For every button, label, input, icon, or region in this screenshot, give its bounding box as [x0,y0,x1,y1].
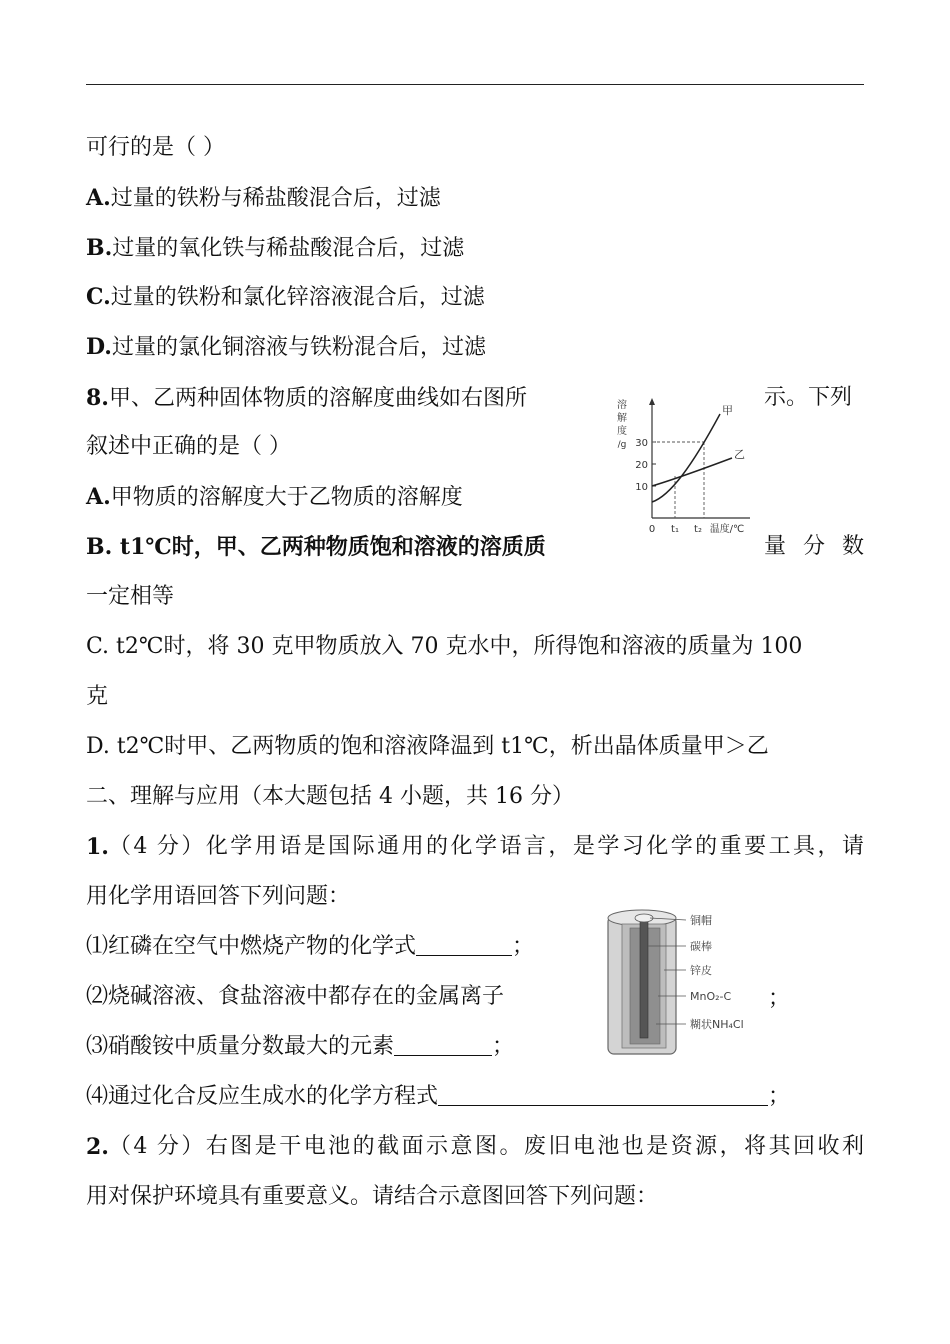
item-end: ； [512,934,535,959]
s2q1-line1 [86,833,864,861]
y-axis-label: 解 [617,413,627,424]
origin-label: 0 [648,524,656,535]
s2q2-stem: （4 分）右图是干电池的截面示意图。废旧电池也是资源，将其回收利 [108,1134,864,1159]
curve-label-yi: 乙 [734,448,745,461]
item-text: 红磷在空气中燃烧产物的化学式 [108,934,417,959]
battery-label: 碳棒 [690,940,712,953]
item-mark: ⑵ [86,984,109,1009]
question-number: 2. [86,1134,109,1160]
battery-label: 铜帽 [690,914,712,927]
s2q1-item2-end: ； [768,986,791,1011]
option-letter: C. [86,284,111,310]
battery-label: 锌皮 [690,964,712,977]
y-tick-label: 20 [635,460,648,471]
item-text: 烧碱溶液、食盐溶液中都存在的金属离子 [108,984,505,1009]
s2q1-line2: 用化学用语回答下列问题： [86,884,351,909]
s2q1-stem: （4 分）化学用语是国际通用的化学语言，是学习化学的重要工具，请 [108,834,864,859]
answer-blank[interactable] [438,1085,768,1106]
item-text: 通过化合反应生成水的化学方程式 [108,1084,439,1109]
solubility-graph [612,392,752,536]
s2q2-line1 [86,1133,864,1161]
option-text: 过量的铁粉和氯化锌溶液混合后，过滤 [110,285,485,310]
x-tick-label: t₂ [694,524,702,535]
item-mark: ⑴ [86,934,109,959]
q8-line1 [86,384,527,413]
q8-option-b-end [764,533,864,561]
carbon-rod [640,920,648,1038]
s2q1-item1 [86,933,534,961]
q7-option-a [86,184,441,213]
answer-blank[interactable] [416,935,512,956]
q8-stem: 甲、乙两种固体物质的溶解度曲线如右图所 [108,386,527,411]
header-rule [86,84,864,85]
option-text: 过量的氧化铁与稀盐酸混合后，过滤 [112,236,465,261]
option-text: 过量的铁粉与稀盐酸混合后，过滤 [110,186,441,211]
option-b-word: 量 [764,534,787,559]
y-tick-label: 30 [635,438,648,449]
y-axis-label: 溶 [617,400,627,411]
q7-option-c [86,283,485,312]
q8-option-d: D. t2℃时甲、乙两物质的饱和溶液降温到 t1℃，析出晶体质量甲＞乙 [86,734,769,759]
s2q1-item3 [86,1033,514,1061]
option-b-word: 分 [802,534,825,559]
y-axis-label: 度 [617,426,627,437]
battery-label: 糊状NH₄Cl [690,1018,744,1031]
answer-blank[interactable] [394,1035,492,1056]
option-letter: B. [86,235,113,261]
item-mark: ⑶ [86,1034,109,1059]
option-text: 甲物质的溶解度大于乙物质的溶解度 [110,485,463,510]
curve-jia [652,414,720,502]
option-letter: A. [86,185,111,211]
q7-option-d [86,333,486,362]
q7-option-b [86,234,464,263]
q8-option-a [86,483,463,512]
q8-option-c-cont: 克 [86,684,109,709]
battery-label: MnO₂-C [690,990,732,1003]
item-text: 硝酸铵中质量分数最大的元素 [108,1034,395,1059]
q8-line2: 叙述中正确的是（ ） [86,434,291,459]
y-tick-label: 10 [635,482,648,493]
item-end: ； [768,1084,791,1109]
q8-line1-end: 示。下列 [764,385,853,410]
q7-stem-tail: 可行的是（ ） [86,135,225,160]
curve-label-jia: 甲 [722,404,733,417]
y-axis-arrow [649,398,655,405]
question-number: 8. [86,385,109,411]
option-text: 过量的氯化铜溶液与铁粉混合后，过滤 [111,335,486,360]
battery-diagram [604,906,784,1058]
s2q1-item2 [86,983,504,1011]
y-axis-label: /g [617,440,627,450]
x-tick-label: t₁ [671,524,679,535]
section-title: 二、理解与应用（本大题包括 4 小题，共 16 分） [86,784,574,809]
s2q2-line2: 用对保护环境具有重要意义。请结合示意图回答下列问题： [86,1184,659,1209]
item-mark: ⑷ [86,1084,109,1109]
q8-option-c: C. t2℃时，将 30 克甲物质放入 70 克水中，所得饱和溶液的质量为 100 [86,634,803,659]
option-letter: A. [86,484,111,510]
q8-option-b: B. t1℃时，甲、乙两种物质饱和溶液的溶质质 [86,534,546,560]
x-axis-label: 温度/℃ [709,524,745,535]
option-letter: D. [86,334,112,360]
q8-option-b-cont: 一定相等 [86,584,175,609]
question-number: 1. [86,834,109,860]
option-b-word: 数 [841,534,864,559]
s2q1-item4 [86,1083,790,1111]
item-end: ； [492,1034,515,1059]
